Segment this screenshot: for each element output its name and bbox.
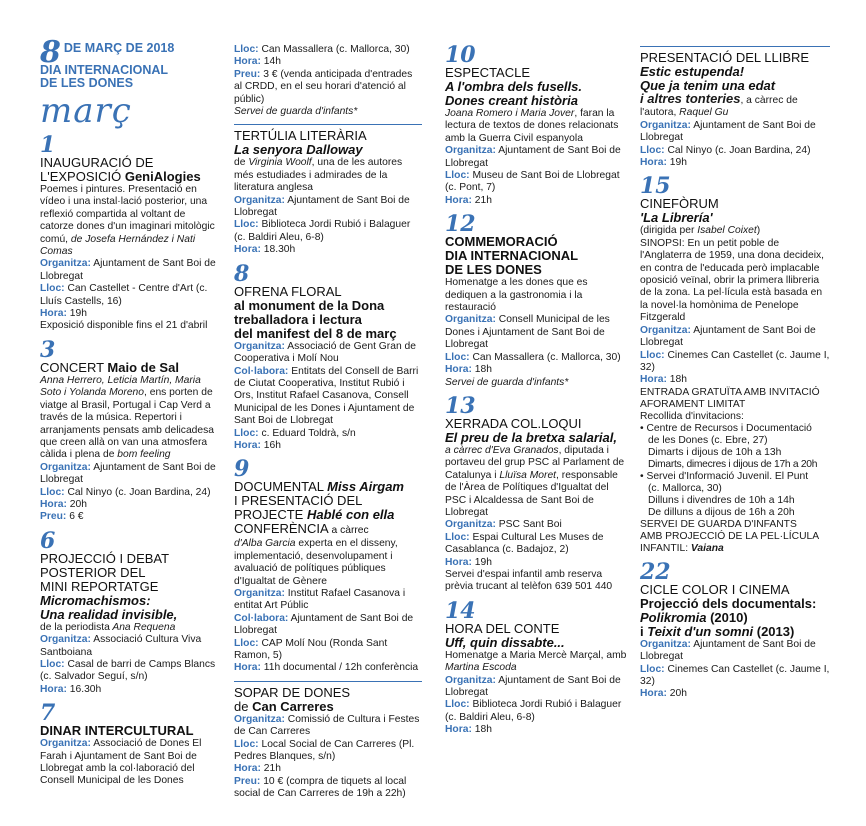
event-10-day: 10 — [445, 42, 476, 68]
event-15-title: CINEFÒRUM — [640, 196, 719, 212]
event-15-sub: 'La Librería' — [640, 210, 713, 226]
event-1-org: Organitza: Ajuntament de Sant Boi de Llobregat — [40, 258, 216, 282]
event-9 — [234, 458, 422, 674]
event-6-title-c: MINI REPORTATGE — [40, 578, 159, 594]
event-8-org: Organitza: Associació de Gent Gran de Cooperativa i Molí Nou — [234, 340, 416, 365]
event-6-sub-a: Micromachismos: — [40, 592, 151, 608]
event-3-org: Organitza: Ajuntament de Sant Boi de Llobregat — [40, 461, 216, 486]
event-13-note: Servei d'espai infantil amb reserva prèvia trucant al telèfon 639 501 440 — [445, 568, 613, 593]
event-1 — [40, 134, 218, 333]
event-1-day: 1 — [40, 132, 56, 158]
column-4 — [640, 50, 830, 703]
event-8-sub-b: treballadora i lectura — [234, 311, 362, 327]
recollida: Recollida d'invitacions: — [640, 410, 744, 422]
sopar-org: Organitza: Comissió de Cultura i Festes de Can Carreres — [234, 713, 420, 738]
event-8-title: OFRENA FLORAL — [234, 283, 342, 299]
event-9-hora: Hora: 11h documental / 12h conferència — [234, 662, 419, 674]
month-title: març — [40, 91, 132, 131]
llibre-sub-c-line: i altres tonteries, a càrrec de l'autora, Raquel Gu — [640, 91, 798, 119]
event-22-title: CICLE COLOR I CINEMA — [640, 581, 790, 597]
event-12-hora: Hora: 18h — [445, 364, 492, 376]
event-7-org: Organitza: Associació de Dones El Farah i Ajuntament de Sant Boi de Llobregat amb la col·laboració del Consell Municipal de les Dones — [40, 738, 202, 787]
event-7 — [40, 702, 218, 788]
event-1-note: Exposició disponible fins el 21 d'abril — [40, 320, 208, 332]
event-12-lloc: Lloc: Can Massallera (c. Mallorca, 30) — [445, 351, 621, 363]
b2-a: • Servei d'Informació Juvenil. El Punt — [640, 470, 809, 482]
event-22-day: 22 — [640, 558, 671, 585]
b2-b: (c. Mallorca, 30) — [648, 482, 722, 494]
llibre-sub-a: Estic estupenda! — [640, 64, 745, 79]
guarda-b: AMB PROJECCIÓ DE LA PEL·LÍCULA — [640, 530, 820, 542]
event-10-sub-a: A l'ombra dels fusells. — [445, 79, 582, 94]
b2-c: Dilluns i divendres de 10h a 14h — [648, 494, 795, 506]
event-8-sub-a: al monument de la Dona — [234, 297, 385, 313]
event-7-note: Servei de guarda d'infants* — [234, 106, 358, 118]
sopar — [234, 686, 422, 801]
event-12-note: Servei de guarda d'infants* — [445, 376, 569, 388]
b1-b: de les Dones (c. Ebre, 27) — [648, 434, 768, 446]
event-15-desc: (dirigida per Isabel Coixet) — [640, 225, 761, 237]
event-22-org: Organitza: Ajuntament de Sant Boi de Llobregat — [640, 638, 816, 663]
intro-line-2: DIA INTERNACIONAL — [40, 63, 169, 77]
event-13-org: Organitza: PSC Sant Boi — [445, 519, 562, 531]
event-12-org: Organitza: Consell Municipal de les Dones i Ajuntament de Sant Boi de Llobregat — [445, 314, 610, 351]
event-10-org: Organitza: Ajuntament de Sant Boi de Llobregat — [445, 145, 621, 169]
event-13-lloc: Lloc: Espai Cultural Les Muses de Casablanca (c. Badajoz, 2) — [445, 531, 604, 556]
event-3-desc: Anna Herrero, Leticia Martín, Maria Soto i Yolanda Moreno, ens porten de viatge al Brasil, Portugal i Cap Verd a través de la música. Repertori i arranjaments pensats amb delicadesa que creen allà on van una atmosfera càlida i plena de bom feeling — [40, 374, 215, 461]
event-8-lloc: Lloc: c. Eduard Toldrà, s/n — [234, 427, 356, 439]
event-9-colab: Col·labora: Ajuntament de Sant Boi de Llobregat — [234, 612, 414, 637]
column-2 — [234, 44, 422, 803]
intro-day: 8 — [40, 35, 61, 70]
divider — [234, 124, 422, 125]
event-22-lloc: Lloc: Cinemes Can Castellet (c. Jaume I, 32) — [640, 663, 830, 687]
llibre-lloc: Lloc: Cal Ninyo (c. Joan Bardina, 24) — [640, 144, 811, 156]
llibre-title: PRESENTACIÓ DEL LLIBRE — [640, 50, 810, 65]
event-3-day: 3 — [40, 336, 56, 363]
event-12 — [445, 213, 630, 389]
event-10-sub-b: Dones creant història — [445, 93, 578, 108]
event-8-hora: Hora: 16h — [234, 439, 281, 451]
sopar-title: SOPAR DE DONES — [234, 684, 351, 700]
event-15-synopsis: SINOPSI: En un petit poble de l'Anglaterra de 1959, una dona decideix, en contra de l'educada però implacable oposició veïnal, obrir la primera llibreria de la zona. La pel·lícula està basada en la novel·la homònima de Penelope Fitzgerald — [640, 237, 825, 324]
event-6-title-b: POSTERIOR DEL — [40, 564, 146, 580]
event-6-day: 6 — [40, 527, 56, 554]
event-14-sub: Uff, quin dissabte... — [445, 634, 565, 650]
event-1-title-a: INAUGURACIÓ DE — [40, 155, 154, 170]
intro-line-3: DE LES DONES — [40, 76, 134, 90]
column-1 — [40, 35, 218, 790]
event-3-hora: Hora: 20h — [40, 498, 87, 510]
event-9-lloc: Lloc: CAP Molí Nou (Ronda Sant Ramon, 5) — [234, 637, 388, 661]
event-9-title-d: CONFERÈNCIA a càrrec — [234, 521, 369, 537]
tertulia-org: Organitza: Ajuntament de Sant Boi de Llobregat — [234, 194, 410, 219]
event-9-title-b: I PRESENTACIÓ DEL — [234, 493, 363, 509]
event-10-lloc: Lloc: Museu de Sant Boi de Llobregat (c. Pont, 7) — [445, 170, 620, 194]
event-9-title-a: DOCUMENTAL Miss Airgam — [234, 479, 404, 495]
event-13 — [445, 392, 630, 594]
event-14-day: 14 — [445, 597, 476, 624]
tertulia — [234, 129, 422, 256]
sopar-lloc: Lloc: Local Social de Can Carreres (Pl. Pedres Blanques, s/n) — [234, 738, 415, 763]
event-7-continued — [234, 44, 422, 118]
event-1-lloc: Lloc: Can Castellet - Centre d'Art (c. Lluís Castells, 16) — [40, 283, 208, 307]
event-12-title-b: DIA INTERNACIONAL — [445, 248, 579, 264]
b2-d: De dilluns a dijous de 16h a 20h — [648, 506, 795, 518]
event-12-title-a: COMMEMORACIÓ — [445, 234, 558, 250]
tertulia-lloc: Lloc: Biblioteca Jordi Rubió i Balaguer (c. Baldiri Aleu, 6-8) — [234, 219, 411, 243]
b1-a: • Centre de Recursos i Documentació — [640, 422, 812, 434]
event-14-org: Organitza: Ajuntament de Sant Boi de Llobregat — [445, 674, 621, 698]
event-8-day: 8 — [234, 260, 250, 287]
event-7-hora: Hora: 14h — [234, 56, 281, 68]
event-12-desc: Homenatge a les dones que es dediquen a la gastronomia i la restauració — [445, 277, 588, 314]
guarda-c: INFANTIL: Vaiana — [640, 542, 724, 554]
event-9-day: 9 — [234, 456, 250, 483]
event-8-sub-c: del manifest del 8 de març — [234, 325, 397, 341]
event-3-title: CONCERT Maio de Sal — [40, 359, 179, 375]
event-6 — [40, 527, 218, 696]
event-22-sub-a: Projecció dels documentals: — [640, 595, 817, 611]
event-22-sub-c: i Teixit d'un somni (2013) — [640, 623, 795, 639]
tertulia-sub: La senyora Dalloway — [234, 142, 363, 158]
event-10 — [445, 44, 630, 207]
event-15-invitations — [640, 387, 830, 555]
event-7-lloc: Lloc: Can Massallera (c. Mallorca, 30) — [234, 44, 410, 55]
event-6-hora: Hora: 16.30h — [40, 683, 102, 695]
event-8-colab: Col·labora: Entitats del Consell de Barri de Ciutat Cooperativa, Institut Rubió i Ors, Institut Rafael Casanova, Consell Municipal de les Dones i Ajuntament de Sant Boi de Llobregat — [234, 365, 419, 427]
event-22-sub-b: Polikromia (2010) — [640, 609, 748, 625]
event-1-desc: Poemes i pintures. Presentació en vídeo i una instal·lació posterior, una reflexió compartida al voltant de catorze dones d'un imaginari mitològic comú, de Josefa Hernández i Nati Comas — [40, 184, 215, 258]
divider — [234, 681, 422, 682]
event-3 — [40, 336, 218, 524]
event-10-desc: Joana Romero i Maria Jover, faran la lectura de textos de dones relacionats amb la Guerra Civil espanyola — [445, 108, 619, 144]
event-10-hora: Hora: 21h — [445, 194, 492, 206]
event-7-day: 7 — [40, 700, 56, 727]
event-3-lloc: Lloc: Cal Ninyo (c. Joan Bardina, 24) — [40, 486, 211, 498]
event-7-title: DINAR INTERCULTURAL — [40, 723, 194, 739]
event-14-title: HORA DEL CONTE — [445, 620, 560, 636]
event-15-hora: Hora: 18h — [640, 374, 687, 386]
intro-line-1: DE MARÇ DE 2018 — [63, 41, 175, 55]
tertulia-desc: de Virginia Woolf, una de les autores més estudiades i admirades de la literatura anglesa — [234, 157, 403, 194]
event-15-day: 15 — [640, 173, 671, 200]
free-a: ENTRADA GRATUÏTA AMB INVITACIÓ — [640, 386, 820, 398]
event-14 — [445, 597, 630, 737]
event-14-lloc: Lloc: Biblioteca Jordi Rubió i Balaguer (c. Baldiri Aleu, 6-8) — [445, 699, 622, 723]
column-3 — [445, 44, 630, 739]
event-9-org: Organitza: Institut Rafael Casanova i entitat Art Públic — [234, 587, 406, 612]
event-22-hora: Hora: 20h — [640, 688, 687, 700]
event-7-preu: Preu: 3 € (venda anticipada d'entrades al CRDD, en el seu horari d'atenció al públic) — [234, 68, 413, 105]
event-15-org: Organitza: Ajuntament de Sant Boi de Llobregat — [640, 324, 816, 349]
event-6-org: Organitza: Associació Cultura Viva Santboiana — [40, 634, 202, 658]
event-6-title-a: PROJECCIÓ I DEBAT — [40, 550, 170, 566]
event-13-day: 13 — [445, 392, 476, 419]
event-12-title-c: DE LES DONES — [445, 262, 542, 278]
event-3-preu: Preu: 6 € — [40, 511, 84, 523]
event-14-desc: Homenatge a Maria Mercè Marçal, amb Martina Escoda — [445, 649, 627, 674]
event-13-hora: Hora: 19h — [445, 556, 492, 568]
event-15 — [640, 175, 830, 554]
event-10-title: ESPECTACLE — [445, 65, 531, 80]
b1-d: Dimarts, dimecres i dijous de 17h a 20h — [648, 458, 818, 470]
event-9-title-c: PROJECTE Hablé con ella — [234, 507, 395, 523]
llibre — [640, 51, 830, 169]
event-1-hora: Hora: 19h — [40, 308, 87, 320]
event-6-lloc: Lloc: Casal de barri de Camps Blancs (c. Salvador Seguí, s/n) — [40, 658, 216, 683]
event-13-sub: El preu de la bretxa salarial, — [445, 429, 617, 445]
llibre-sub-b: Que ja tenim una edat — [640, 78, 776, 93]
llibre-hora: Hora: 19h — [640, 157, 687, 169]
event-13-title: XERRADA COL.LOQUI — [445, 415, 582, 431]
guarda-a: SERVEI DE GUARDA D'INFANTS — [640, 518, 797, 530]
event-15-lloc: Lloc: Cinemes Can Castellet (c. Jaume I, 32) — [640, 349, 830, 373]
event-6-desc: de la periodista Ana Requena — [40, 621, 176, 633]
tertulia-hora: Hora: 18.30h — [234, 244, 296, 256]
llibre-org: Organitza: Ajuntament de Sant Boi de Llobregat — [640, 119, 816, 144]
event-22 — [640, 558, 830, 701]
event-14-hora: Hora: 18h — [445, 724, 492, 736]
event-8 — [234, 260, 422, 453]
tertulia-title: TERTÚLIA LITERÀRIA — [234, 128, 367, 144]
divider — [640, 46, 830, 47]
event-1-title-b: L'EXPOSICIÓ GeniAlogies — [40, 169, 201, 184]
b1-c: Dimarts i dijous de 10h a 13h — [648, 446, 782, 458]
event-12-day: 12 — [445, 211, 476, 238]
sopar-preu: Preu: 10 € (compra de tiquets al local social de Can Carreres de 19h a 22h) — [234, 775, 407, 800]
sopar-hora: Hora: 21h — [234, 763, 281, 775]
free-b: AFORAMENT LIMITAT — [640, 398, 746, 410]
event-6-sub-b: Una realidad invisible, — [40, 606, 178, 622]
event-13-desc: a càrrec d'Eva Granados, diputada i portaveu del grup PSC al Parlament de Catalunya i Lluïsa Moret, responsable de l'Àrea de Polítiques d'Igualtat del PSC i Alcaldessa de Sant Boi de Llobregat — [445, 444, 625, 518]
event-9-desc: d'Alba Garcia experta en el disseny, implementació, desenvolupament i avaluació de polítiques públiques d'Igualtat de Gènere — [234, 538, 398, 587]
sopar-title-b: de Can Carreres — [234, 698, 334, 714]
